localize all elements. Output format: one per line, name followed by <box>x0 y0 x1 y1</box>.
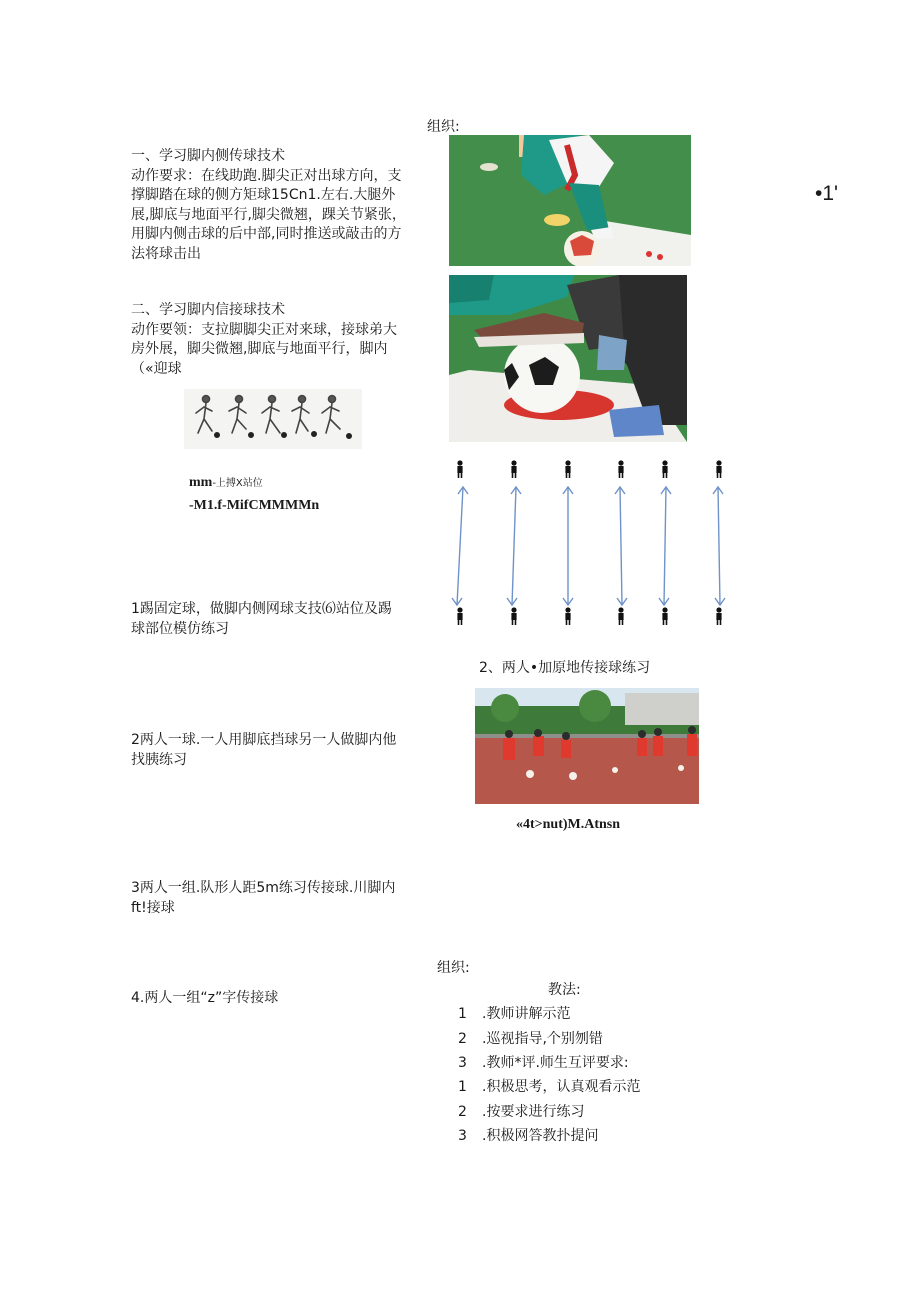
player-icon <box>511 460 516 478</box>
player-icon <box>618 460 623 478</box>
teaching-item-num: 3 <box>458 1128 467 1144</box>
kicking-illustration <box>449 135 691 266</box>
drill-3-line: ft!接球 <box>131 899 175 916</box>
section-2-line: 房外展，脚尖微翘,脚底与地面平行，脚内 <box>131 341 388 357</box>
drill-2-line: 2两人一球.一人用脚底挡球另一人做脚内他 <box>131 732 397 748</box>
photo-pair-practice <box>475 688 699 804</box>
organization-label: 组织: <box>427 119 460 135</box>
teaching-item <box>458 1052 629 1072</box>
caption-a-bold: mm <box>189 475 213 490</box>
player-icon <box>662 607 667 625</box>
pass-arrow <box>512 487 516 605</box>
teaching-item-num: 3 <box>458 1055 467 1071</box>
receiving-illustration <box>449 275 687 442</box>
teaching-item <box>458 1125 598 1145</box>
pass-arrow <box>664 487 666 605</box>
teaching-item <box>458 1028 603 1048</box>
player-icon <box>457 460 462 478</box>
caption-b: -M1.f-MifCMMMMn <box>189 498 320 513</box>
section-1 <box>131 147 406 264</box>
photo-kicking-ball <box>449 135 691 266</box>
formation-diagram <box>445 455 735 635</box>
organization-label-2: 组织: <box>437 960 470 976</box>
pass-arrow <box>620 487 622 605</box>
teaching-item-text: .积极网答教扑提问 <box>482 1128 599 1144</box>
pass-arrow <box>718 487 720 605</box>
player-icon <box>511 607 516 625</box>
section-1-line: 动作要求：在线助跑.脚尖正对出球方向，支 <box>131 167 402 184</box>
player-icon <box>662 460 667 478</box>
practice-illustration <box>475 688 699 804</box>
section-2-line: 动作要领：支拉脚脚尖正对来球，接球弟大 <box>131 321 397 338</box>
teaching-item-num: 2 <box>458 1104 467 1120</box>
pass-arrow <box>457 487 463 605</box>
drill-3-line: 3两人一组.队形人距5m练习传接球.川脚内 <box>131 880 396 896</box>
side-mark: •1' <box>815 182 839 205</box>
teaching-item-num: 2 <box>458 1031 467 1047</box>
teaching-item-text: .巡视指导,个别刎错 <box>482 1031 603 1047</box>
teaching-title: 教法: <box>548 982 581 998</box>
player-icon <box>618 607 623 625</box>
section-1-title: 一、学习脚内侧传球技术 <box>131 148 285 164</box>
player-icon <box>565 460 570 478</box>
section-1-line: 用脚内侧击球的后中部,同时推送或敲击的方 <box>131 226 402 242</box>
section-1-line: 法将球击出 <box>131 245 201 262</box>
teaching-item-text: .积极思考，认真观看示范 <box>482 1079 641 1095</box>
teaching-item <box>458 1101 584 1121</box>
player-icon <box>716 607 721 625</box>
teaching-item <box>458 1076 640 1096</box>
drill-1-line: 1踢固定球，做脚内侧网球支技⑹站位及踢 <box>131 601 392 617</box>
section-2-line: （«迎球 <box>131 360 182 377</box>
drill-1-line: 球部位模仿练习 <box>131 620 229 637</box>
teaching-item-text: .按要求进行练习 <box>482 1104 585 1120</box>
technique-sketch <box>184 389 362 449</box>
drill-2-title: 2、两人•加原地传接球练习 <box>479 660 651 676</box>
section-1-line: 撑脚踏在球的侧方矩球15Cn1.左右.大腿外 <box>131 187 396 203</box>
teaching-item-text: .教师讲解示范 <box>482 1006 571 1022</box>
caption-a-small: -上搏X站位 <box>212 478 263 489</box>
teaching-item-text: .教师*评.师生互评要求: <box>482 1055 629 1071</box>
section-2-title: 二、学习脚内信接球技术 <box>131 302 285 318</box>
section-2 <box>131 301 397 379</box>
player-icon <box>716 460 721 478</box>
player-icon <box>457 607 462 625</box>
drill-2 <box>131 731 396 770</box>
drill-3 <box>131 879 395 918</box>
photo-receiving-ball <box>449 275 687 442</box>
teaching-item <box>458 1003 570 1023</box>
drill-4: 4.两人一组“z”字传接球 <box>131 990 279 1006</box>
teaching-item-num: 1 <box>458 1079 467 1095</box>
caption-a <box>189 474 263 491</box>
section-1-line: 展,脚底与地面平行,脚尖微翘，踝关节紧张， <box>131 206 406 223</box>
drill-2-line: 找胰练习 <box>131 751 187 768</box>
drill-1 <box>131 600 392 639</box>
player-icon <box>565 607 570 625</box>
photo-caption: «4t>nut)M.Atnsn <box>516 817 621 832</box>
teaching-item-num: 1 <box>458 1006 467 1022</box>
sketch-figures <box>184 389 362 449</box>
passing-pairs-diagram <box>445 455 735 635</box>
